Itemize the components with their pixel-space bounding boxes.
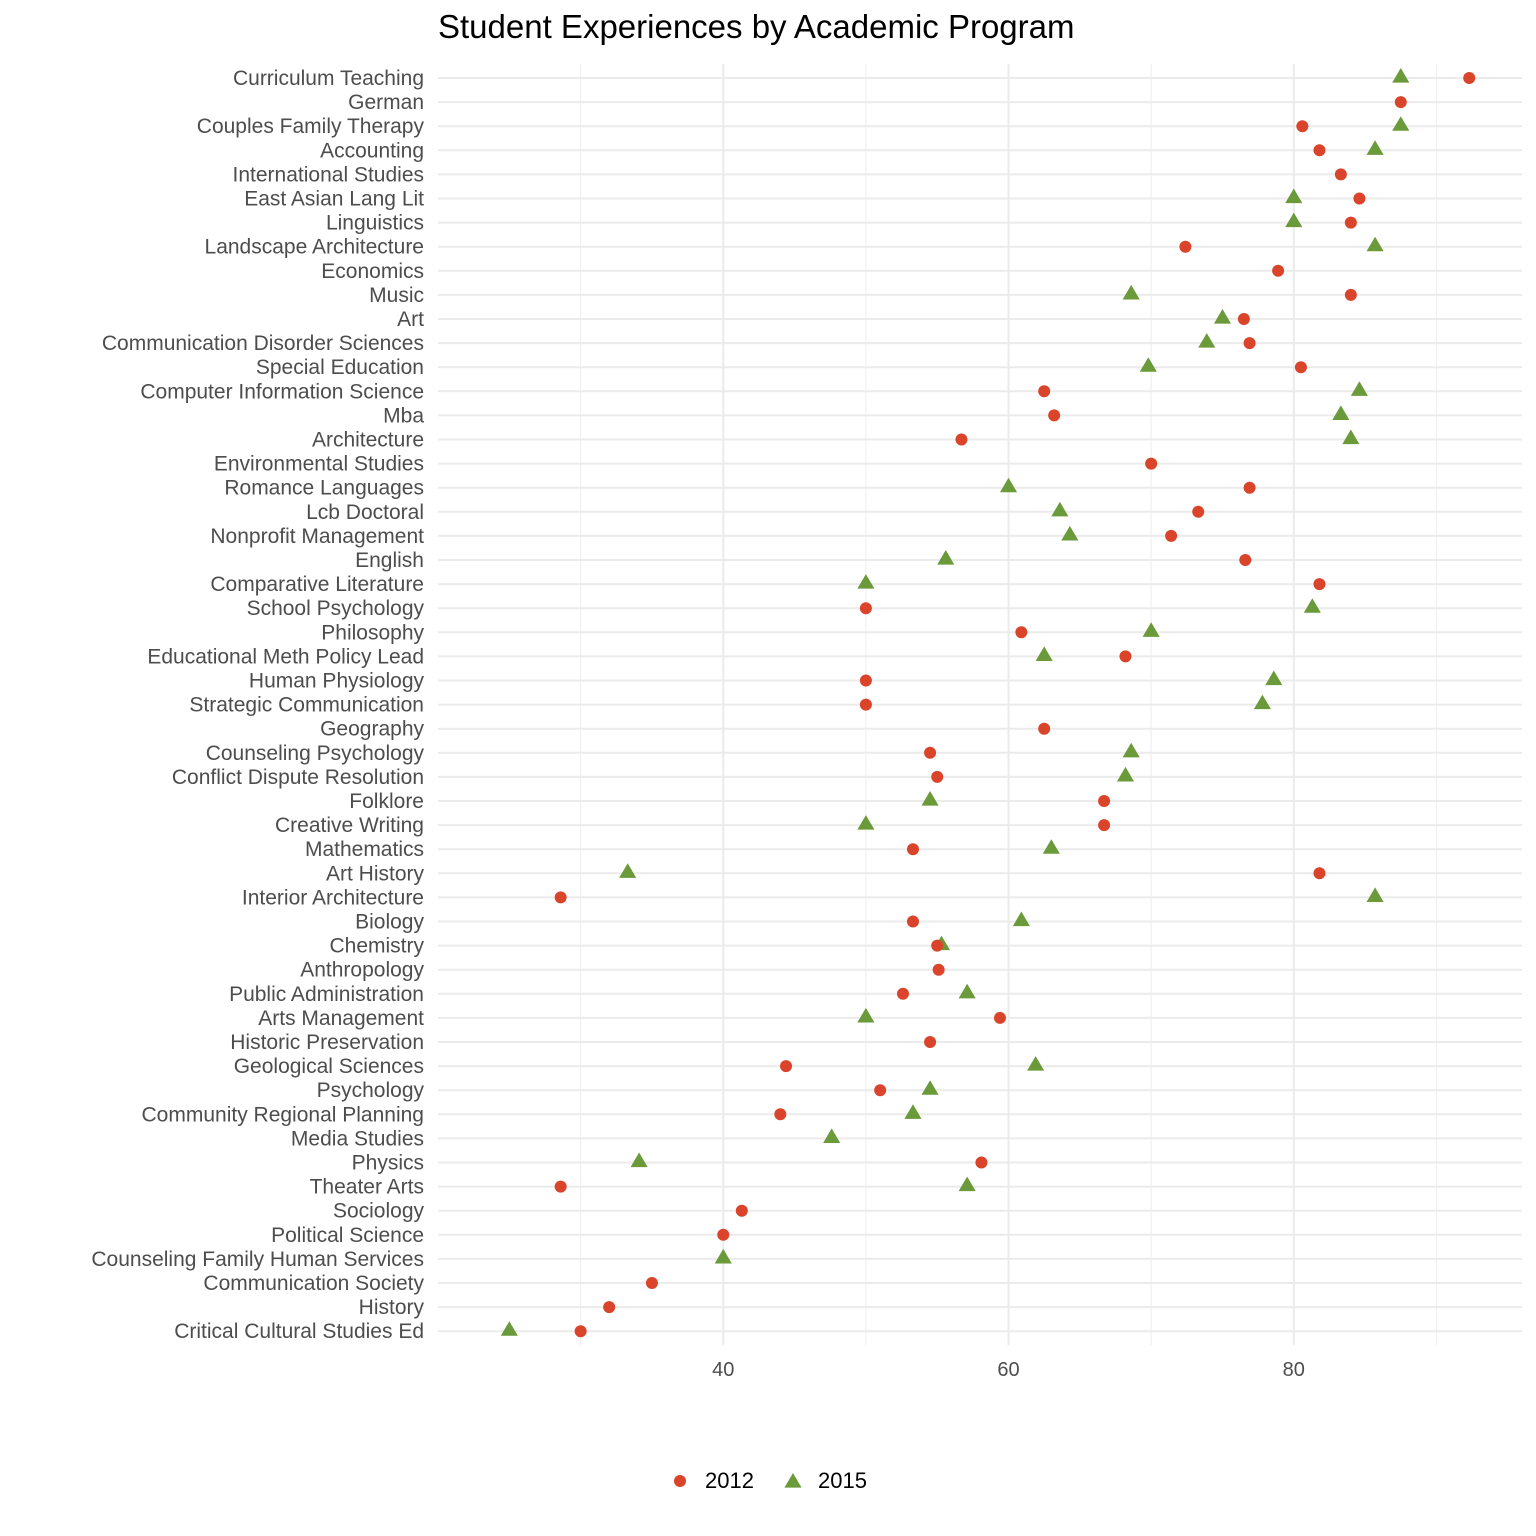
y-tick-label: Critical Cultural Studies Ed	[174, 1320, 424, 1344]
x-tick-label: 40	[712, 1359, 735, 1381]
y-tick-label: Arts Management	[258, 1006, 424, 1030]
y-tick-label: Philosophy	[321, 621, 424, 645]
y-tick-label: Linguistics	[325, 211, 424, 235]
point-2015	[1143, 622, 1160, 637]
major-gridlines	[438, 64, 1522, 1345]
y-tick-label: Art	[397, 308, 424, 331]
point-2015	[1214, 309, 1231, 324]
y-tick-label: Couples Family Therapy	[196, 115, 424, 139]
y-tick-label: Biology	[355, 910, 424, 934]
point-2012	[1395, 96, 1407, 108]
y-tick-label: Mba	[383, 404, 424, 428]
y-tick-label: Creative Writing	[275, 814, 424, 838]
point-2015	[1285, 213, 1302, 228]
point-2012	[780, 1060, 792, 1072]
y-tick-label: Communication Society	[203, 1272, 424, 1295]
point-2012	[1335, 168, 1347, 180]
point-2012	[955, 434, 967, 446]
point-2015	[959, 984, 976, 999]
y-tick-label: Landscape Architecture	[204, 235, 424, 259]
point-2015	[1392, 116, 1409, 131]
point-2015	[619, 863, 636, 878]
y-tick-label: Physics	[351, 1151, 424, 1175]
point-2012	[1244, 482, 1256, 494]
y-tick-label: Nonprofit Management	[210, 524, 424, 548]
point-2012	[860, 699, 872, 711]
point-2015	[715, 1249, 732, 1264]
y-tick-label: Sociology	[332, 1199, 424, 1223]
point-2012	[1313, 578, 1325, 590]
point-2015	[1036, 646, 1053, 661]
point-2012	[1145, 458, 1157, 470]
point-2015	[1254, 695, 1271, 710]
point-2015	[857, 1008, 874, 1023]
x-tick-label: 60	[997, 1359, 1020, 1381]
y-tick-label: Accounting	[320, 139, 424, 163]
y-tick-label: Historic Preservation	[230, 1031, 424, 1054]
point-2012	[860, 602, 872, 614]
data-points	[501, 68, 1475, 1337]
point-2012	[1295, 361, 1307, 373]
point-2012	[924, 747, 936, 759]
y-tick-label: Interior Architecture	[241, 886, 424, 910]
point-2012	[874, 1084, 886, 1096]
point-2012	[603, 1301, 615, 1313]
point-2012	[933, 964, 945, 976]
y-tick-label: History	[358, 1296, 424, 1320]
legend-label: 2015	[818, 1468, 867, 1493]
point-2015	[1123, 285, 1140, 300]
y-tick-label: Architecture	[311, 428, 424, 452]
point-2012	[1098, 795, 1110, 807]
point-2012	[555, 891, 567, 903]
y-tick-label: Comparative Literature	[210, 573, 424, 597]
point-2012	[1048, 409, 1060, 421]
y-tick-label: Educational Meth Policy Lead	[147, 645, 424, 669]
y-tick-label: Geological Sciences	[233, 1055, 424, 1079]
y-tick-label: School Psychology	[246, 597, 424, 621]
point-2012	[575, 1325, 587, 1337]
point-2012	[1239, 554, 1251, 566]
point-2012	[860, 675, 872, 687]
y-tick-label: English	[355, 549, 424, 572]
point-2015	[1342, 430, 1359, 445]
point-2012	[907, 916, 919, 928]
point-2012	[1098, 819, 1110, 831]
point-2015	[1285, 189, 1302, 204]
y-tick-label: Folklore	[349, 790, 424, 813]
point-2015	[857, 574, 874, 589]
y-tick-label: Counseling Psychology	[205, 741, 424, 765]
y-tick-label: East Asian Lang Lit	[244, 187, 424, 211]
y-tick-label: Chemistry	[329, 934, 424, 958]
point-2012	[736, 1205, 748, 1217]
point-2012	[1179, 241, 1191, 253]
y-tick-label: Anthropology	[300, 958, 424, 982]
point-2015	[631, 1153, 648, 1168]
x-axis-labels	[712, 1359, 1305, 1381]
y-tick-label: Romance Languages	[224, 476, 424, 500]
y-tick-label: Human Physiology	[248, 669, 424, 693]
point-2012	[931, 771, 943, 783]
point-2012	[1463, 72, 1475, 84]
y-axis-labels	[91, 67, 424, 1343]
point-2012	[1192, 506, 1204, 518]
y-tick-label: Lcb Doctoral	[306, 500, 424, 524]
point-2015	[1140, 357, 1157, 372]
point-2012	[1165, 530, 1177, 542]
point-2012	[1296, 120, 1308, 132]
point-2015	[1027, 1056, 1044, 1071]
point-2012	[774, 1108, 786, 1120]
point-2015	[1061, 526, 1078, 541]
point-2012	[994, 1012, 1006, 1024]
y-tick-label: International Studies	[232, 163, 424, 187]
point-2012	[975, 1157, 987, 1169]
y-tick-label: Media Studies	[290, 1127, 424, 1151]
y-tick-label: Curriculum Teaching	[232, 67, 424, 90]
y-tick-label: Communication Disorder Sciences	[101, 332, 424, 356]
y-tick-label: Psychology	[316, 1079, 424, 1103]
point-2012	[1353, 193, 1365, 205]
point-2015	[1332, 405, 1349, 420]
y-tick-label: Counseling Family Human Services	[91, 1247, 424, 1271]
legend-key-circle	[669, 1470, 691, 1492]
legend-item-2012	[669, 1468, 754, 1494]
point-2015	[1367, 140, 1384, 155]
point-2012	[717, 1229, 729, 1241]
point-2015	[937, 550, 954, 565]
point-2012	[1345, 217, 1357, 229]
point-2015	[823, 1128, 840, 1143]
y-tick-label: Environmental Studies	[213, 452, 424, 476]
point-2012	[1313, 867, 1325, 879]
point-2012	[1244, 337, 1256, 349]
point-2015	[1367, 887, 1384, 902]
point-2012	[1038, 385, 1050, 397]
point-2012	[924, 1036, 936, 1048]
point-2015	[1051, 502, 1068, 517]
chart-title: Student Experiences by Academic Program	[438, 8, 1075, 45]
point-2015	[922, 1080, 939, 1095]
y-tick-label: Political Science	[271, 1223, 424, 1247]
point-2015	[959, 1177, 976, 1192]
y-tick-label: Economics	[321, 259, 424, 283]
point-2012	[1038, 723, 1050, 735]
point-2015	[1013, 912, 1030, 927]
point-2012	[1313, 144, 1325, 156]
y-tick-label: Public Administration	[229, 982, 424, 1006]
point-2012	[646, 1277, 658, 1289]
point-2012	[1119, 650, 1131, 662]
point-2012	[555, 1181, 567, 1193]
y-tick-label: Community Regional Planning	[141, 1103, 424, 1127]
point-2012	[1272, 265, 1284, 277]
y-tick-label: Mathematics	[304, 838, 424, 862]
point-2015	[1351, 381, 1368, 396]
point-2015	[904, 1104, 921, 1119]
point-2012	[1345, 289, 1357, 301]
legend-key-triangle	[782, 1470, 804, 1492]
point-2015	[1000, 478, 1017, 493]
point-2015	[922, 791, 939, 806]
point-2015	[501, 1321, 518, 1336]
point-2012	[1238, 313, 1250, 325]
point-2012	[931, 940, 943, 952]
point-2012	[1015, 626, 1027, 638]
legend-label: 2012	[705, 1468, 754, 1493]
y-tick-label: Art History	[325, 862, 424, 886]
legend	[0, 1468, 1536, 1494]
point-2015	[1117, 767, 1134, 782]
y-tick-label: German	[348, 91, 424, 115]
legend-marker-circle	[674, 1475, 686, 1487]
point-2015	[1265, 671, 1282, 686]
y-tick-label: Geography	[320, 717, 424, 741]
point-2015	[1123, 743, 1140, 758]
point-2015	[1367, 237, 1384, 252]
point-2015	[1392, 68, 1409, 83]
point-2015	[1043, 839, 1060, 854]
y-tick-label: Music	[369, 283, 424, 307]
point-2015	[1198, 333, 1215, 348]
y-tick-label: Computer Information Science	[140, 380, 424, 404]
point-2012	[907, 843, 919, 855]
point-2012	[897, 988, 909, 1000]
legend-marker-triangle	[784, 1473, 801, 1488]
y-tick-label: Theater Arts	[309, 1175, 424, 1199]
x-tick-label: 80	[1282, 1359, 1305, 1381]
y-tick-label: Conflict Dispute Resolution	[171, 765, 424, 789]
point-2015	[857, 815, 874, 830]
y-tick-label: Strategic Communication	[189, 693, 424, 717]
point-2015	[1304, 598, 1321, 613]
legend-item-2015	[782, 1468, 867, 1494]
y-tick-label: Special Education	[255, 356, 424, 380]
